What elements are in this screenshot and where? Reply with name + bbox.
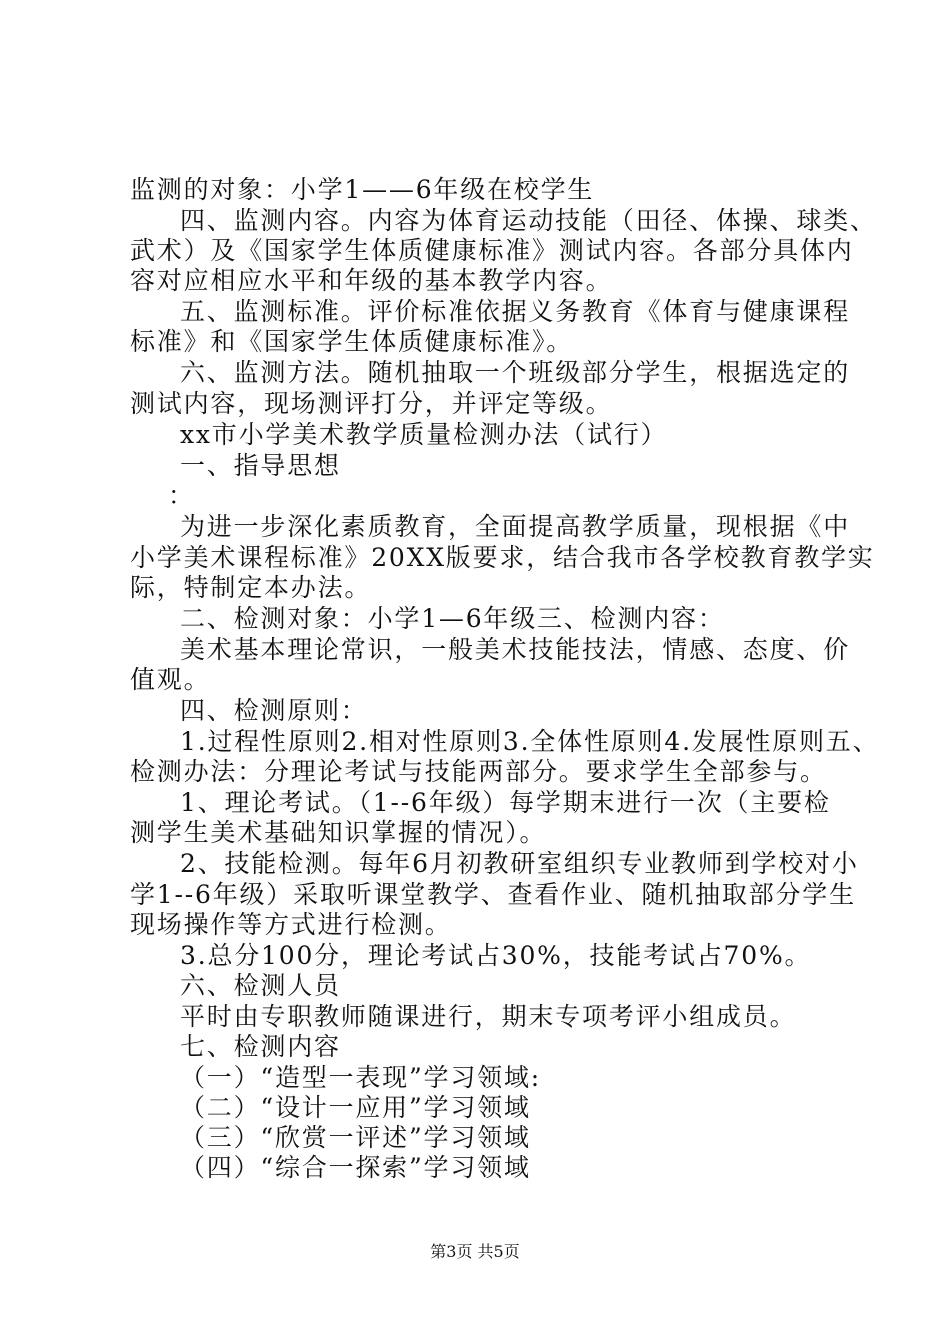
- text-line: 六、监测方法。随机抽取一个班级部分学生，根据选定的: [180, 358, 851, 387]
- text-line: 为进一步深化素质教育，全面提高教学质量，现根据《中: [180, 512, 851, 541]
- text-line: 测试内容，现场测评打分，并评定等级。: [130, 389, 613, 418]
- text-line: 3.总分100分，理论考试占30%，技能考试占70%。: [180, 941, 812, 970]
- text-line: 七、检测内容: [180, 1032, 341, 1061]
- text-line: 际，特制定本办法。: [130, 573, 372, 602]
- text-line: 值观。: [130, 665, 211, 694]
- text-line: （一）“造型一表现”学习领域:: [180, 1063, 541, 1092]
- text-line: 五、监测标准。评价标准依据义务教育《体育与健康课程: [180, 297, 851, 326]
- text-line: 学1--6年级）采取听课堂教学、查看作业、随机抽取部分学生: [130, 880, 856, 909]
- text-line: 检测办法：分理论考试与技能两部分。要求学生全部参与。: [130, 757, 827, 786]
- text-line: 测学生美术基础知识掌握的情况）。: [130, 818, 547, 847]
- text-line: （四）“综合一探索”学习领域: [180, 1153, 531, 1182]
- text-line: （三）“欣赏一评述”学习领域: [180, 1123, 531, 1152]
- page-footer: 第3页 共5页: [430, 1242, 520, 1261]
- text-line: xx市小学美术教学质量检测办法（试行）: [180, 420, 668, 449]
- text-line: 现场操作等方式进行检测。: [130, 910, 452, 939]
- text-line: 六、检测人员: [180, 971, 341, 1000]
- text-line: 1、理论考试。（1--6年级）每学期末进行一次（主要检: [180, 788, 831, 817]
- text-line: ：: [168, 481, 195, 510]
- text-line: 1.过程性原则2.相对性原则3.全体性原则4.发展性原则五、: [180, 727, 880, 756]
- text-line: 四、监测内容。内容为体育运动技能（田径、体操、球类、: [180, 206, 877, 235]
- text-line: 小学美术课程标准》20XX版要求，结合我市各学校教育教学实: [130, 543, 875, 572]
- text-line: 平时由专职教师随课进行，期末专项考评小组成员。: [180, 1002, 797, 1031]
- text-line: （二）“设计一应用”学习领域: [180, 1093, 531, 1122]
- text-line: 容对应相应水平和年级的基本教学内容。: [130, 266, 613, 295]
- text-line: 美术基本理论常识，一般美术技能技法，情感、态度、价: [180, 635, 851, 664]
- text-line: 武术）及《国家学生体质健康标准》测试内容。各部分具体内: [130, 236, 854, 265]
- text-line: 监测的对象：小学1——6年级在校学生: [130, 175, 595, 204]
- text-line: 四、检测原则：: [180, 696, 368, 725]
- text-line: 2、技能检测。每年6月初教研室组织专业教师到学校对小: [180, 849, 859, 878]
- text-line: 二、检测对象：小学1—6年级三、检测内容：: [180, 604, 725, 633]
- text-line: 标准》和《国家学生体质健康标准》。: [130, 327, 574, 356]
- text-line: 一、指导思想: [180, 451, 341, 480]
